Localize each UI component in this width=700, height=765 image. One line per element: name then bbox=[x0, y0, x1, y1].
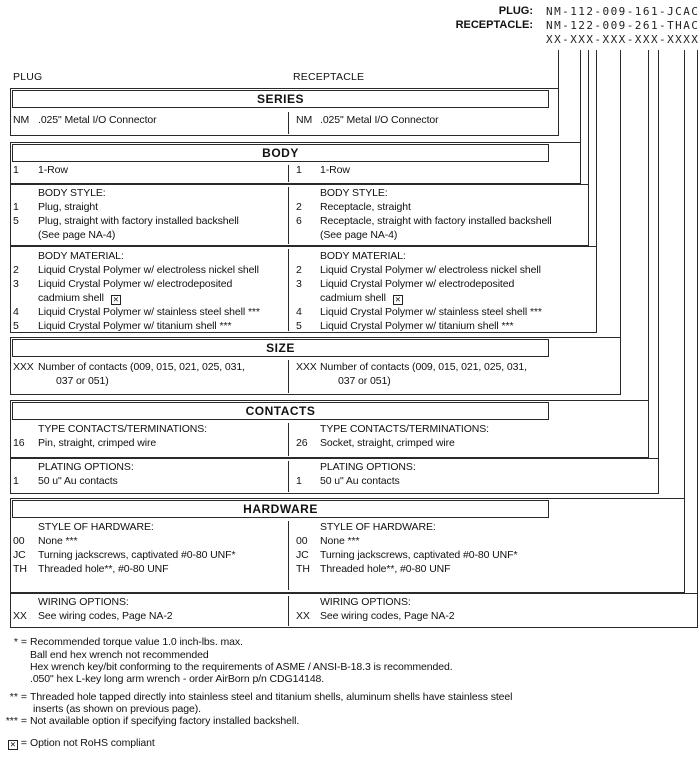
plating-column-divider bbox=[288, 461, 289, 492]
footnote-star-marker: * = bbox=[13, 636, 27, 648]
footnote-star-line1: Recommended torque value 1.0 inch-lbs. max. bbox=[30, 636, 243, 648]
footnote-rohs-marker: ✕ = bbox=[9, 737, 27, 749]
body-style-item-desc: Receptacle, straight with factory installed backshell bbox=[320, 215, 552, 227]
body-material-item-desc: Liquid Crystal Polymer w/ stainless steel shell *** bbox=[320, 306, 542, 318]
wiring-column-divider bbox=[288, 596, 289, 626]
hardware-style-item-code: 00 bbox=[13, 535, 25, 547]
body-style-item-note: (See page NA-4) bbox=[38, 229, 116, 241]
contact-type-left-heading: TYPE CONTACTS/TERMINATIONS: bbox=[38, 423, 208, 435]
size-left-code: XXX bbox=[13, 361, 34, 373]
body-row-left-code: 1 bbox=[13, 164, 19, 176]
series-left-desc: .025" Metal I/O Connector bbox=[38, 114, 157, 126]
wiring-right-desc: See wiring codes, Page NA-2 bbox=[320, 610, 455, 622]
contact-type-left-code: 16 bbox=[13, 437, 25, 449]
footnote-double-star-marker: ** = bbox=[9, 691, 27, 703]
series-column-divider bbox=[288, 112, 289, 134]
footnote-triple-star-marker: *** = bbox=[5, 715, 27, 727]
size-section-title: SIZE bbox=[12, 339, 549, 357]
series-right-desc: .025" Metal I/O Connector bbox=[320, 114, 439, 126]
body-style-column-divider bbox=[288, 187, 289, 244]
plating-left-heading: PLATING OPTIONS: bbox=[38, 461, 134, 473]
footnote-star-line3: Hex wrench key/bit conforming to the requirements of ASME / ANSI-B-18.3 is recommended. bbox=[30, 661, 453, 673]
footnote-triple-star-line1: Not available option if specifying factory installed backshell. bbox=[30, 715, 300, 727]
series-right-code: NM bbox=[296, 114, 313, 126]
size-left-desc: Number of contacts (009, 015, 021, 025, 031, bbox=[38, 361, 245, 373]
wiring-left-desc: See wiring codes, Page NA-2 bbox=[38, 610, 173, 622]
body-material-item-cont: cadmium shell ✕ bbox=[38, 292, 119, 304]
plug-column-label: PLUG bbox=[13, 71, 43, 83]
hardware-style-item-code: 00 bbox=[296, 535, 308, 547]
hardware-style-item-desc: None *** bbox=[38, 535, 78, 547]
series-section-title: SERIES bbox=[12, 90, 549, 108]
body-material-left-heading: BODY MATERIAL: bbox=[38, 250, 124, 262]
plating-right-code: 1 bbox=[296, 475, 302, 487]
leader-line-contact-type bbox=[648, 50, 649, 458]
body-section-title: BODY bbox=[12, 144, 549, 162]
contact-type-column-divider bbox=[288, 423, 289, 456]
body-material-item-desc: Liquid Crystal Polymer w/ electroless nickel shell bbox=[320, 264, 541, 276]
contact-type-left-desc: Pin, straight, crimped wire bbox=[38, 437, 157, 449]
hardware-style-item-desc: Threaded hole**, #0-80 UNF bbox=[38, 563, 169, 575]
footnote-rohs-text: Option not RoHS compliant bbox=[30, 737, 155, 749]
footnote-star-line4: .050" hex L-key long arm wrench - order AirBorn p/n CDG14148. bbox=[30, 673, 325, 685]
size-right-desc: Number of contacts (009, 015, 021, 025, 031, bbox=[320, 361, 527, 373]
body-style-item-code: 6 bbox=[296, 215, 302, 227]
hardware-style-item-code: JC bbox=[13, 549, 26, 561]
not-rohs-icon: ✕ bbox=[394, 295, 401, 304]
body-material-item-code: 5 bbox=[296, 320, 302, 332]
contact-type-right-desc: Socket, straight, crimped wire bbox=[320, 437, 455, 449]
body-material-item-desc: Liquid Crystal Polymer w/ electrodeposited bbox=[320, 278, 515, 290]
footnote-star-line2: Ball end hex wrench not recommended bbox=[30, 649, 209, 661]
body-material-item-code: 4 bbox=[13, 306, 19, 318]
footnote-double-star-line2: inserts (as shown on previous page). bbox=[33, 703, 201, 715]
hardware-style-item-desc: Threaded hole**, #0-80 UNF bbox=[320, 563, 451, 575]
hardware-style-item-code: TH bbox=[296, 563, 310, 575]
size-right-desc-cont: 037 or 051) bbox=[338, 375, 391, 387]
hardware-style-item-desc: Turning jackscrews, captivated #0-80 UNF* bbox=[38, 549, 236, 561]
body-style-item-code: 1 bbox=[13, 201, 19, 213]
body-material-item-code: 2 bbox=[296, 264, 302, 276]
body-material-right-heading: BODY MATERIAL: bbox=[320, 250, 406, 262]
plug-part-number: NM-112-009-161-JCAC bbox=[546, 5, 700, 18]
body-material-item-code: 4 bbox=[296, 306, 302, 318]
body-material-item-code: 3 bbox=[296, 278, 302, 290]
body-style-right-heading: BODY STYLE: bbox=[320, 187, 388, 199]
hardware-style-item-desc: None *** bbox=[320, 535, 360, 547]
plating-right-heading: PLATING OPTIONS: bbox=[320, 461, 416, 473]
body-material-item-desc: Liquid Crystal Polymer w/ electroless nickel shell bbox=[38, 264, 259, 276]
body-style-item-desc: Plug, straight bbox=[38, 201, 98, 213]
body-style-item-note: (See page NA-4) bbox=[320, 229, 398, 241]
body-material-item-desc: Liquid Crystal Polymer w/ electrodeposited bbox=[38, 278, 233, 290]
body-material-item-desc: Liquid Crystal Polymer w/ titanium shell *** bbox=[320, 320, 514, 332]
plating-left-desc: 50 u" Au contacts bbox=[38, 475, 118, 487]
receptacle-column-label: RECEPTACLE bbox=[293, 71, 365, 83]
receptacle-part-number: NM-122-009-261-THAC bbox=[546, 19, 700, 32]
hardware-style-item-desc: Turning jackscrews, captivated #0-80 UNF* bbox=[320, 549, 518, 561]
not-rohs-icon: ✕ bbox=[112, 295, 119, 304]
body-material-item-code: 2 bbox=[13, 264, 19, 276]
contact-type-right-code: 26 bbox=[296, 437, 308, 449]
body-material-item-desc: Liquid Crystal Polymer w/ stainless steel shell *** bbox=[38, 306, 260, 318]
body-material-item-cont: cadmium shell ✕ bbox=[320, 292, 401, 304]
body-style-item-desc: Receptacle, straight bbox=[320, 201, 411, 213]
receptacle-part-number-label: RECEPTACLE: bbox=[455, 19, 533, 31]
footnote-double-star-line1: Threaded hole tapped directly into stainless steel and titanium shells, aluminum shells have stainless steel bbox=[30, 691, 513, 703]
plating-left-code: 1 bbox=[13, 475, 19, 487]
hardware-style-item-code: JC bbox=[296, 549, 309, 561]
not-rohs-icon: ✕ bbox=[9, 740, 17, 749]
body-style-item-code: 2 bbox=[296, 201, 302, 213]
size-left-desc-cont: 037 or 051) bbox=[56, 375, 109, 387]
body-row-left-desc: 1-Row bbox=[38, 164, 68, 176]
body-material-item-code: 3 bbox=[13, 278, 19, 290]
hardware-section-title: HARDWARE bbox=[12, 500, 549, 518]
wiring-right-heading: WIRING OPTIONS: bbox=[320, 596, 411, 608]
series-left-code: NM bbox=[13, 114, 30, 126]
contact-type-right-heading: TYPE CONTACTS/TERMINATIONS: bbox=[320, 423, 490, 435]
contacts-section-title: CONTACTS bbox=[12, 402, 549, 420]
hardware-style-item-code: TH bbox=[13, 563, 27, 575]
wiring-left-heading: WIRING OPTIONS: bbox=[38, 596, 129, 608]
leader-line-wiring bbox=[697, 50, 698, 628]
wiring-right-code: XX bbox=[296, 610, 310, 622]
hardware-style-left-heading: STYLE OF HARDWARE: bbox=[38, 521, 154, 533]
body-style-item-code: 5 bbox=[13, 215, 19, 227]
body-material-item-code: 5 bbox=[13, 320, 19, 332]
plug-part-number-label: PLUG: bbox=[498, 5, 533, 17]
plating-right-desc: 50 u" Au contacts bbox=[320, 475, 400, 487]
body-style-left-heading: BODY STYLE: bbox=[38, 187, 106, 199]
body-row-column-divider bbox=[288, 165, 289, 182]
hardware-style-right-heading: STYLE OF HARDWARE: bbox=[320, 521, 436, 533]
hardware-style-column-divider bbox=[288, 521, 289, 590]
size-right-code: XXX bbox=[296, 361, 317, 373]
body-style-item-desc: Plug, straight with factory installed backshell bbox=[38, 215, 239, 227]
size-column-divider bbox=[288, 360, 289, 393]
part-number-mask: XX-XXX-XXX-XXX-XXXX bbox=[546, 33, 700, 46]
wiring-left-code: XX bbox=[13, 610, 27, 622]
body-material-item-desc: Liquid Crystal Polymer w/ titanium shell *** bbox=[38, 320, 232, 332]
body-row-right-code: 1 bbox=[296, 164, 302, 176]
body-row-right-desc: 1-Row bbox=[320, 164, 350, 176]
leader-line-plating bbox=[658, 50, 659, 494]
body-material-column-divider bbox=[288, 249, 289, 331]
